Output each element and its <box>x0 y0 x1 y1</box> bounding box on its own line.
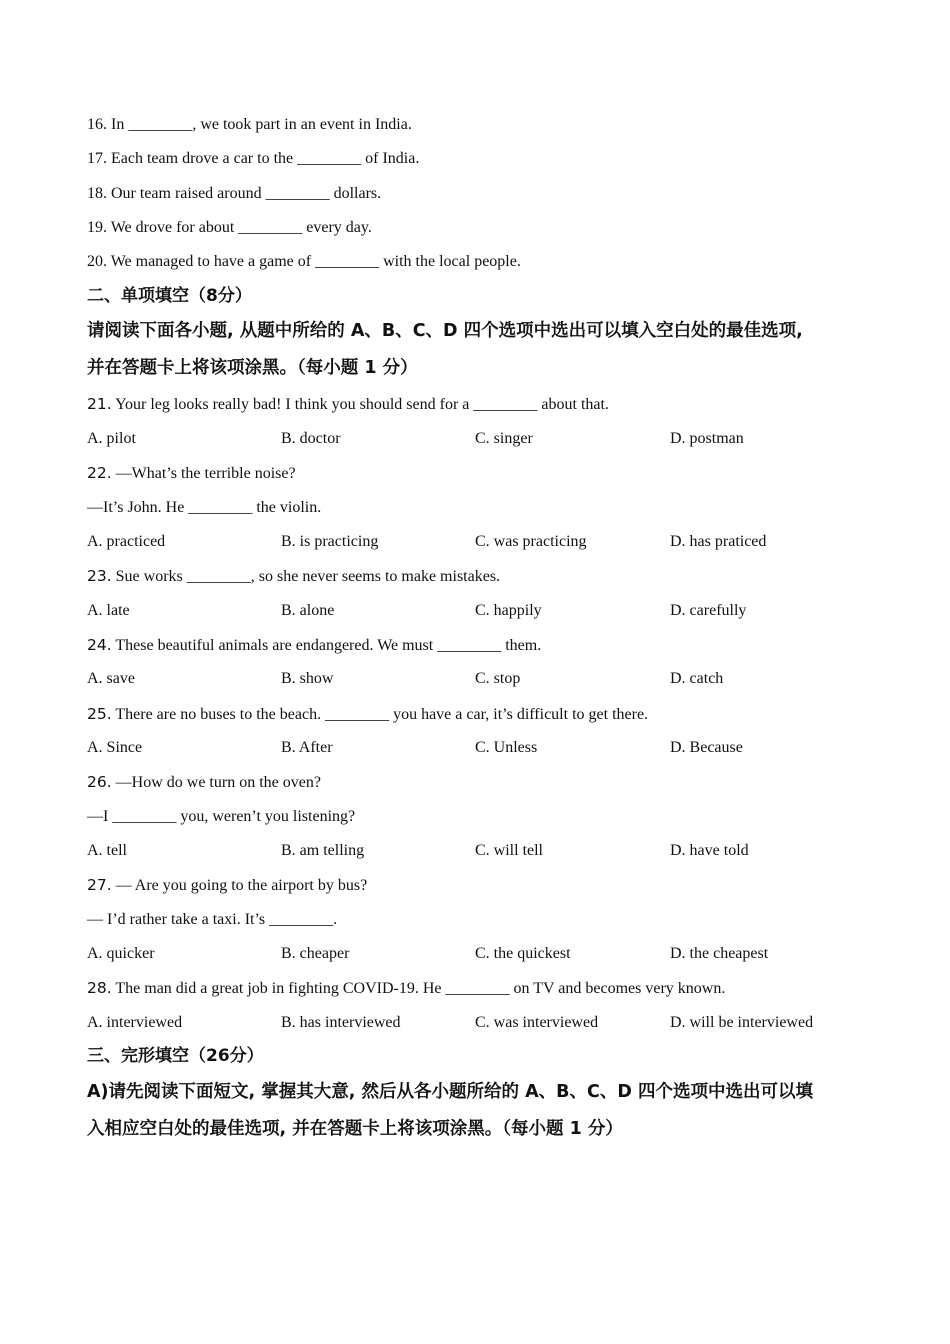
question-26-option-c[interactable]: C. will tell <box>475 842 543 859</box>
question-22-line-2: —It’s John. He ________ the violin. <box>87 499 322 516</box>
section-2-heading: 二、单项填空（8分） <box>87 286 252 306</box>
question-text: —What’s the terrible noise? <box>115 465 296 482</box>
section-2-instruction-line-2: 并在答题卡上将该项涂黑。（每小题 1 分） <box>87 358 418 378</box>
question-24-stem <box>87 635 541 656</box>
question-26-option-a[interactable]: A. tell <box>87 842 127 859</box>
question-26-stem <box>87 772 321 793</box>
question-number: 21. <box>87 395 112 413</box>
question-21-option-c[interactable]: C. singer <box>475 430 533 447</box>
question-28-stem <box>87 978 725 999</box>
listening-item-20: 20. We managed to have a game of ________ with the local people. <box>87 253 521 270</box>
question-22-option-a[interactable]: A. practiced <box>87 533 166 550</box>
question-text: — Are you going to the airport by bus? <box>115 877 368 894</box>
question-28-option-b[interactable]: B. has interviewed <box>281 1014 401 1031</box>
question-number: 22. <box>87 464 112 482</box>
question-text: The man did a great job in fighting COVID-19. He ________ on TV and becomes very known. <box>115 980 726 997</box>
question-23-option-c[interactable]: C. happily <box>475 602 542 619</box>
question-24-option-b[interactable]: B. show <box>281 670 334 687</box>
question-text: Sue works ________, so she never seems to make mistakes. <box>115 568 501 585</box>
question-27-stem <box>87 875 367 896</box>
question-27-option-a[interactable]: A. quicker <box>87 945 155 962</box>
question-22-option-c[interactable]: C. was practicing <box>475 533 587 550</box>
question-23-option-a[interactable]: A. late <box>87 602 130 619</box>
question-25-option-a[interactable]: A. Since <box>87 739 143 756</box>
question-21-option-b[interactable]: B. doctor <box>281 430 341 447</box>
question-28-option-c[interactable]: C. was interviewed <box>475 1014 599 1031</box>
question-23-stem <box>87 566 500 587</box>
question-25-stem <box>87 704 648 725</box>
listening-item-17: 17. Each team drove a car to the ________ of India. <box>87 150 420 167</box>
question-23-option-d[interactable]: D. carefully <box>670 602 747 619</box>
question-25-option-d[interactable]: D. Because <box>670 739 743 756</box>
question-23-option-b[interactable]: B. alone <box>281 602 335 619</box>
section-3-heading: 三、完形填空（26分） <box>87 1046 264 1066</box>
question-25-option-c[interactable]: C. Unless <box>475 739 538 756</box>
question-26-line-2: —I ________ you, weren’t you listening? <box>87 808 356 825</box>
section-3-instruction-line-2: 入相应空白处的最佳选项, 并在答题卡上将该项涂黑。（每小题 1 分） <box>87 1119 623 1139</box>
listening-item-16: 16. In ________, we took part in an event in India. <box>87 116 412 133</box>
question-number: 28. <box>87 979 112 997</box>
question-24-option-d[interactable]: D. catch <box>670 670 724 687</box>
listening-item-19: 19. We drove for about ________ every day. <box>87 219 372 236</box>
question-27-option-b[interactable]: B. cheaper <box>281 945 350 962</box>
question-text: —How do we turn on the oven? <box>115 774 321 791</box>
question-24-option-c[interactable]: C. stop <box>475 670 521 687</box>
question-22-option-d[interactable]: D. has praticed <box>670 533 767 550</box>
question-24-option-a[interactable]: A. save <box>87 670 135 687</box>
section-2-instruction-line-1: 请阅读下面各小题, 从题中所给的 A、B、C、D 四个选项中选出可以填入空白处的最佳选项, <box>87 321 803 341</box>
question-28-option-a[interactable]: A. interviewed <box>87 1014 183 1031</box>
question-text: There are no buses to the beach. ________ you have a car, it’s difficult to get there. <box>115 706 649 723</box>
question-number: 25. <box>87 705 112 723</box>
listening-item-18: 18. Our team raised around ________ dollars. <box>87 185 382 202</box>
question-27-option-d[interactable]: D. the cheapest <box>670 945 769 962</box>
question-27-line-2: — I’d rather take a taxi. It’s ________. <box>87 911 338 928</box>
question-21-option-d[interactable]: D. postman <box>670 430 744 447</box>
question-text: These beautiful animals are endangered. We must ________ them. <box>115 637 542 654</box>
question-number: 24. <box>87 636 112 654</box>
question-number: 23. <box>87 567 112 585</box>
question-26-option-b[interactable]: B. am telling <box>281 842 365 859</box>
question-28-option-d[interactable]: D. will be interviewed <box>670 1014 814 1031</box>
question-21-stem <box>87 394 609 415</box>
question-22-option-b[interactable]: B. is practicing <box>281 533 379 550</box>
section-3-instruction-line-1: A)请先阅读下面短文, 掌握其大意, 然后从各小题所给的 A、B、C、D 四个选项中选出可以填 <box>87 1082 813 1102</box>
question-22-stem <box>87 463 296 484</box>
question-number: 26. <box>87 773 112 791</box>
question-25-option-b[interactable]: B. After <box>281 739 333 756</box>
question-number: 27. <box>87 876 112 894</box>
question-27-option-c[interactable]: C. the quickest <box>475 945 571 962</box>
question-text: Your leg looks really bad! I think you should send for a ________ about that. <box>115 396 609 413</box>
question-26-option-d[interactable]: D. have told <box>670 842 749 859</box>
question-21-option-a[interactable]: A. pilot <box>87 430 136 447</box>
